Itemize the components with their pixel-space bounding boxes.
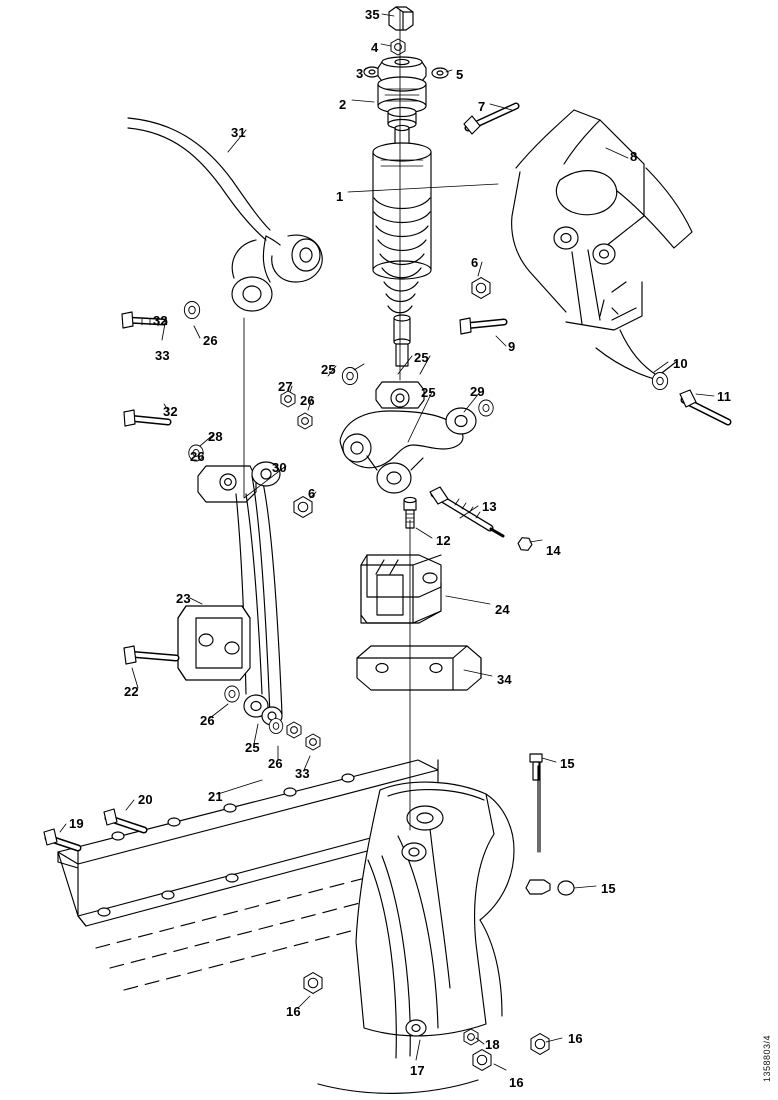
callout-25-a: 25 bbox=[321, 362, 336, 377]
callout-26-b: 26 bbox=[300, 393, 315, 408]
callout-16-c: 16 bbox=[509, 1075, 524, 1090]
callout-8: 8 bbox=[630, 149, 638, 164]
callout-9: 9 bbox=[508, 339, 516, 354]
callout-15-a: 15 bbox=[560, 756, 575, 771]
callout-12: 12 bbox=[436, 533, 451, 548]
callout-22: 22 bbox=[124, 684, 139, 699]
callout-25-b: 25 bbox=[414, 350, 429, 365]
callout-31: 31 bbox=[231, 125, 246, 140]
callout-17: 17 bbox=[410, 1063, 425, 1078]
callout-30: 30 bbox=[272, 460, 287, 475]
callout-34: 34 bbox=[497, 672, 512, 687]
callout-21: 21 bbox=[208, 789, 223, 804]
callout-6-upper: 6 bbox=[471, 255, 479, 270]
callout-15-b: 15 bbox=[601, 881, 616, 896]
callout-25-c: 25 bbox=[421, 385, 436, 400]
callout-10: 10 bbox=[673, 356, 688, 371]
callout-27: 27 bbox=[278, 379, 293, 394]
sheet-code: 1358803/4 bbox=[762, 1034, 772, 1082]
callout-6-lower: 6 bbox=[308, 486, 316, 501]
callout-33-upper: 33 bbox=[155, 348, 170, 363]
callout-25-d: 25 bbox=[245, 740, 260, 755]
callout-26-e: 26 bbox=[268, 756, 283, 771]
callout-33-lower: 33 bbox=[295, 766, 310, 781]
callout-7: 7 bbox=[478, 99, 486, 114]
callout-4: 4 bbox=[371, 40, 379, 55]
callout-5: 5 bbox=[456, 67, 464, 82]
callout-16-a: 16 bbox=[286, 1004, 301, 1019]
callout-20: 20 bbox=[138, 792, 153, 807]
callout-1: 1 bbox=[336, 189, 344, 204]
callout-3: 3 bbox=[356, 66, 364, 81]
callout-18: 18 bbox=[485, 1037, 500, 1052]
callout-24: 24 bbox=[495, 602, 510, 617]
callout-26-c: 26 bbox=[190, 449, 205, 464]
callout-29: 29 bbox=[470, 384, 485, 399]
callout-26-a: 26 bbox=[203, 333, 218, 348]
callout-11: 11 bbox=[717, 389, 732, 404]
callout-28: 28 bbox=[208, 429, 223, 444]
callout-26-d: 26 bbox=[200, 713, 215, 728]
callout-16-b: 16 bbox=[568, 1031, 583, 1046]
callout-13: 13 bbox=[482, 499, 497, 514]
callout-35: 35 bbox=[365, 7, 380, 22]
callout-32-lower: 32 bbox=[163, 404, 178, 419]
callout-14: 14 bbox=[546, 543, 561, 558]
callout-23: 23 bbox=[176, 591, 191, 606]
callout-32-upper: 32 bbox=[153, 313, 168, 328]
callout-2: 2 bbox=[339, 97, 347, 112]
callout-19: 19 bbox=[69, 816, 84, 831]
